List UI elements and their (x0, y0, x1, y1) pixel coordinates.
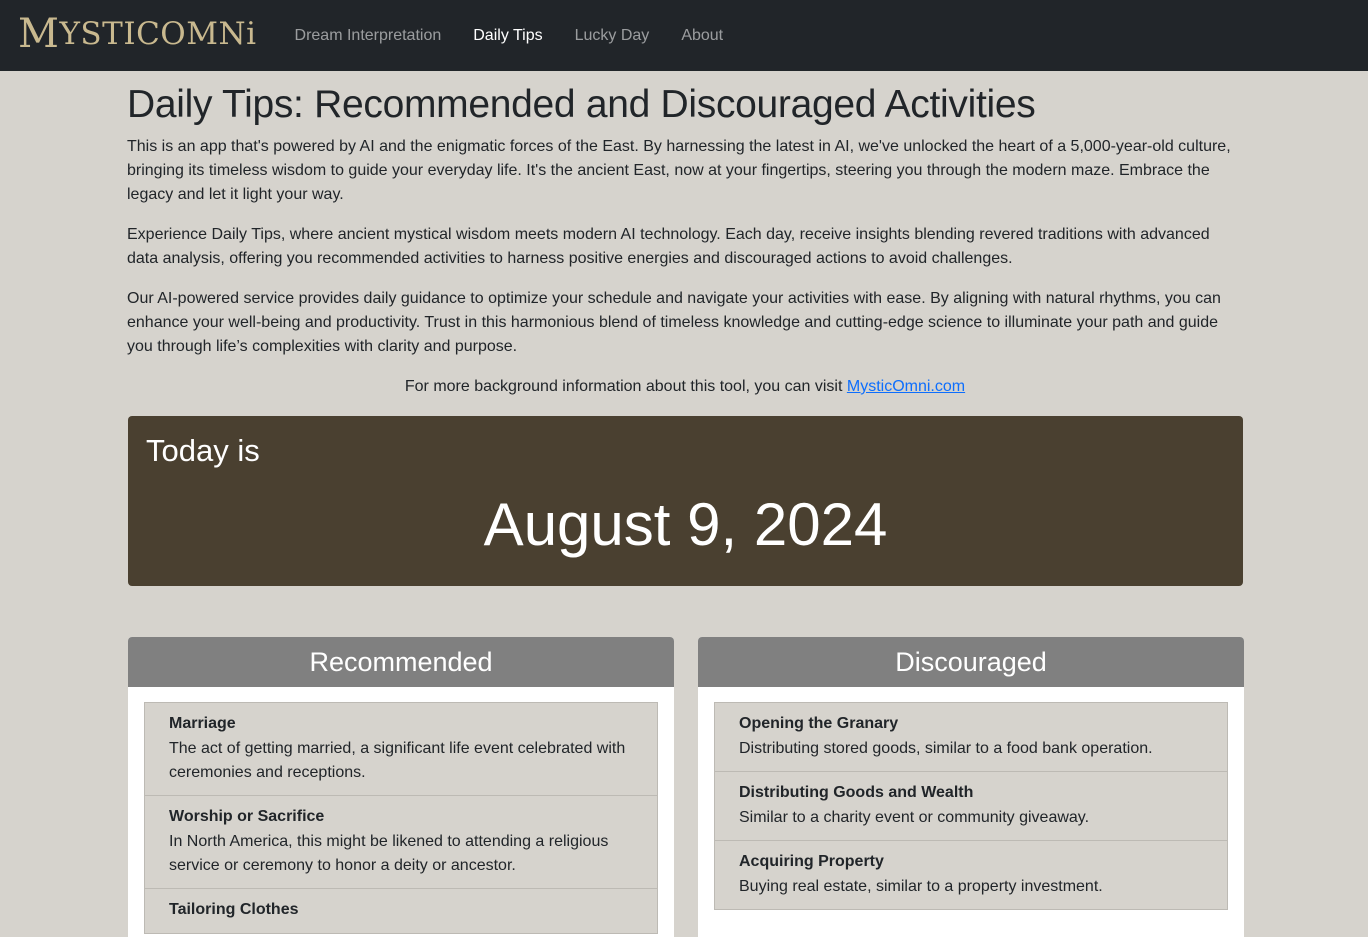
navbar (0, 0, 1368, 71)
item-title: Acquiring Property (739, 853, 884, 870)
recommended-card (128, 637, 674, 937)
discouraged-header: Discouraged (698, 637, 1244, 687)
page-title: Daily Tips: Recommended and Discouraged Activities (127, 83, 1036, 126)
item-description: In North America, this might be likened to attending a religious service or ceremony to honor a deity or ancestor. (169, 833, 609, 874)
list-item (714, 702, 1228, 772)
list-item (144, 795, 658, 889)
brand-letter-i: i (246, 15, 257, 52)
discouraged-list (698, 687, 1244, 910)
mysticomni-link[interactable]: MysticOmni.com (846, 378, 966, 395)
today-label: Today is (146, 433, 260, 468)
list-item (714, 840, 1228, 910)
intro-section (127, 135, 1243, 415)
item-description: The act of getting married, a significant life event celebrated with ceremonies and receptions. (169, 740, 626, 781)
today-panel (128, 416, 1243, 586)
nav-lucky-day[interactable]: Lucky Day (574, 26, 650, 44)
item-title: Worship or Sacrifice (169, 808, 325, 825)
intro-paragraph-1: This is an app that's powered by AI and the enigmatic forces of the East. By harnessing the latest in AI, we've unlocked the heart of a 5,000-year-old culture, bringing its timeless wisdom to guide your everyday life. It's the ancient East, now at your fingertips, steering you through the modern maze. Embrace the legacy and let it light your way. (127, 138, 1231, 203)
brand-logo[interactable] (18, 10, 257, 57)
item-description: Similar to a charity event or community giveaway. (739, 809, 1090, 826)
brand-letter: M (18, 10, 60, 57)
item-description: Distributing stored goods, similar to a food bank operation. (739, 740, 1153, 757)
item-title: Marriage (169, 715, 236, 732)
nav-daily-tips[interactable]: Daily Tips (473, 26, 543, 44)
intro-paragraph-2: Experience Daily Tips, where ancient mystical wisdom meets modern AI technology. Each day, receive insights blending revered traditions with advanced data analysis, offering you recommended activities to harness positive energies and discouraged actions to avoid challenges. (127, 226, 1210, 267)
list-item (144, 888, 658, 934)
item-description: Buying real estate, similar to a property investment. (739, 878, 1103, 895)
more-info-text: For more background information about this tool, you can visit (404, 378, 847, 395)
item-title: Distributing Goods and Wealth (739, 784, 974, 801)
nav-about[interactable]: About (681, 26, 724, 44)
intro-paragraph-3: Our AI-powered service provides daily guidance to optimize your schedule and navigate your activities with ease. By aligning with natural rhythms, you can enhance your well-being and productivity. Trust in this harmonious blend of timeless knowledge and cutting-edge science to illuminate your path and guide you through life’s complexities with clarity and purpose. (127, 290, 1221, 355)
list-item (144, 702, 658, 796)
item-title: Opening the Granary (739, 715, 899, 732)
today-date: August 9, 2024 (483, 491, 888, 558)
discouraged-card (698, 637, 1244, 937)
recommended-header: Recommended (128, 637, 674, 687)
list-item (714, 771, 1228, 841)
brand-letters: YSTICOMN (59, 15, 247, 52)
more-info (127, 375, 1243, 399)
recommended-list (128, 687, 674, 934)
item-title: Tailoring Clothes (169, 901, 299, 918)
nav-dream-interpretation[interactable]: Dream Interpretation (294, 26, 442, 44)
